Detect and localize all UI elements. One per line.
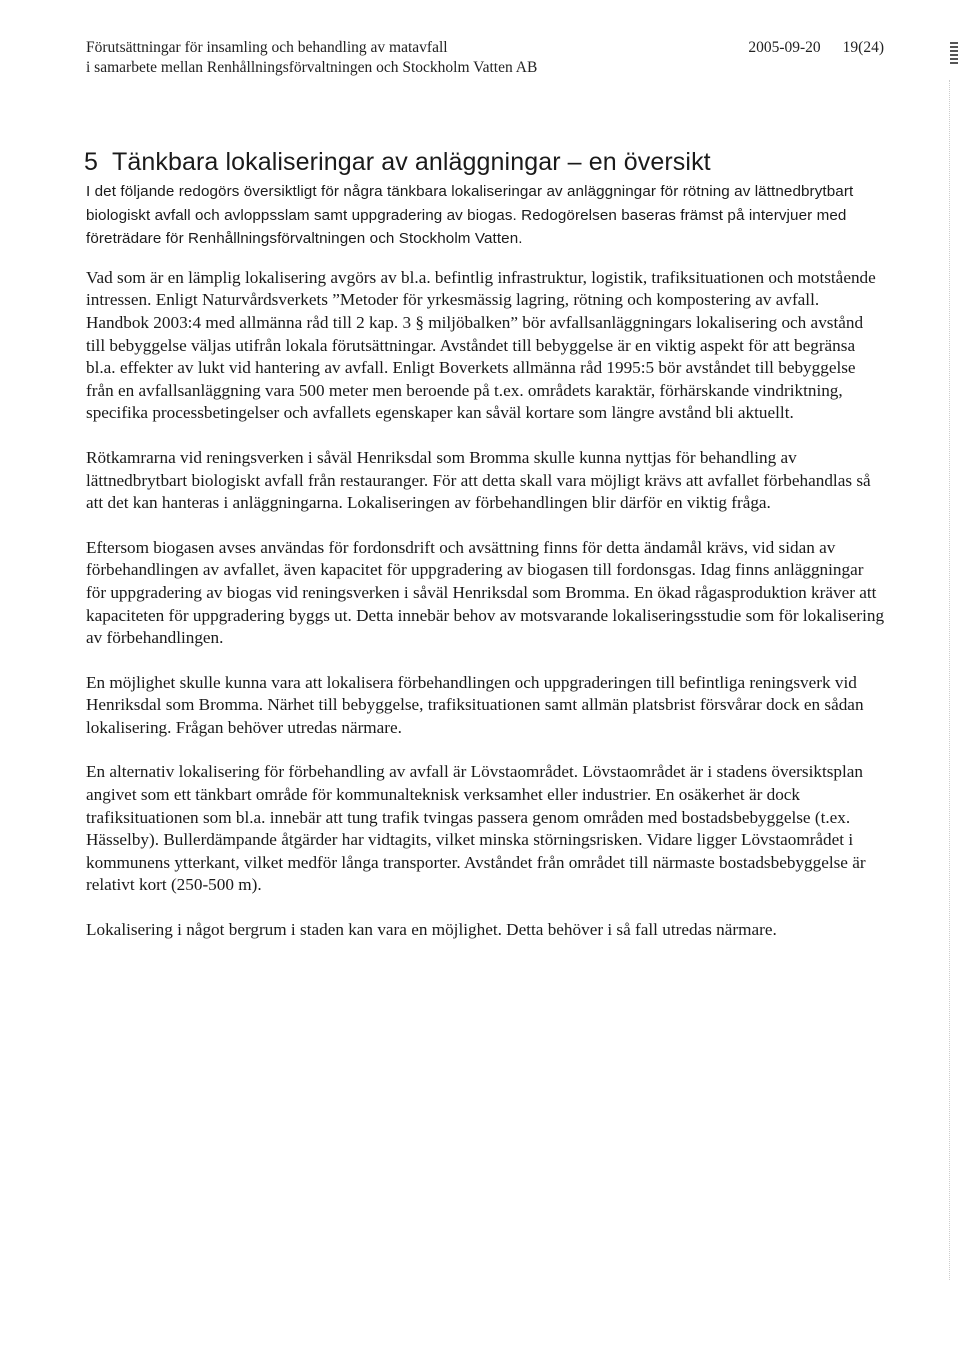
section-number: 5 xyxy=(84,148,99,176)
header-line-2: i samarbete mellan Renhållningsförvaltningen och Stockholm Vatten AB xyxy=(86,59,538,76)
body-paragraph: En möjlighet skulle kunna vara att lokalisera förbehandlingen och uppgraderingen till befintliga reningsverk vid Henriksdal som Bromma. Närhet till bebyggelse, trafiksituationen samt allmän platsbrist försvårar dock en sådan lokalisering. Frågan behöver utredas närmare. xyxy=(86,672,864,737)
body-paragraph: Eftersom biogasen avses användas för fordonsdrift och avsättning finns för detta ändamål krävs, vid sidan av förbehandlingen av avfallet, även kapacitet för uppgradering av biogasen till fordonsgas. Idag finns anläggningar för uppgradering av biogas vid reningsverken i såväl Henriksdal som Bromma. En ökad rågasproduktion kräver att kapaciteten för uppgradering byggs ut. Detta innebär behov av motsvarande lokaliseringsstudie som för lokalisering av förbehandlingen. xyxy=(86,537,885,648)
page-header-title xyxy=(86,38,537,78)
body-paragraph: En alternativ lokalisering för förbehandling av avfall är Lövstaområdet. Lövstaområdet är i stadens översiktsplan angivet som ett tänkbart område för kommunalteknisk verksamhet eller industrier. En osäkerhet är dock trafiksituationen som bl.a. innebär att tung trafik tvingas passera genom områden med bostadsbebyggelse (t.ex. Hässelby). Bullerdämpande åtgärder har vidtagits, vilket minska störningsrisken. Vidare ligger Lövstaområdet i kommunens ytterkant, vilket medför långa transporter. Avståndet från området till närmaste bostadsbebyggelse är relativt kort (250-500 m). xyxy=(86,762,866,895)
header-date: 2005-09-20 xyxy=(748,39,821,56)
section-title: Tänkbara lokaliseringar av anläggningar – en översikt xyxy=(112,148,711,176)
document-body xyxy=(86,180,886,942)
page-header-meta xyxy=(748,38,884,58)
header-line-1: Förutsättningar för insamling och behandling av matavfall xyxy=(86,39,448,56)
body-paragraph: Vad som är en lämplig lokalisering avgörs av bl.a. befintlig infrastruktur, logistik, trafiksituationen och motstående intressen. Enligt Naturvårdsverkets ”Metoder för yrkesmässig lagring, rötning och kompostering av avfall. Handbok 2003:4 med allmänna råd till 2 kap. 3 § miljöbalken” bör avfallsanläggningars lokalisering och avstånd till bebyggelse väljas utifrån lokala förutsättningar. Avståndet till bebyggelse är en viktig aspekt för att begränsa bl.a. effekter av lukt vid hantering av avfall. Enligt Boverkets allmänna råd 1995:5 bör avståndet till bebyggelse från en avfallsanläggning vara 500 meter men beroende på t.ex. områdets karaktär, förhärskande vindriktning, specifika processbetingelser och avfallets egenskaper kan såväl kortare som längre avstånd bli aktuellt. xyxy=(86,267,876,423)
body-paragraph: Lokalisering i något bergrum i staden kan vara en möjlighet. Detta behöver i så fall utredas närmare. xyxy=(86,920,777,940)
scan-edge-mark xyxy=(950,42,958,66)
intro-paragraph: I det följande redogörs översiktligt för några tänkbara lokaliseringar av anläggningar för rötning av lättnedbrytbart biologiskt avfall och avloppsslam samt uppgradering av biogas. Redogörelsen baseras främst på intervjuer med företrädare för Renhållningsförvaltningen och Stockholm Vatten. xyxy=(86,183,854,248)
scan-edge-line xyxy=(948,80,950,1280)
header-page-number: 19(24) xyxy=(842,39,884,56)
body-paragraph: Rötkamrarna vid reningsverken i såväl Henriksdal som Bromma skulle kunna nyttjas för behandling av lättnedbrytbart biologiskt avfall från restauranger. För att detta skall vara möjligt krävs att avfallet förbehandlas så att det kan hanteras i anläggningarna. Lokaliseringen av förbehandlingen blir därför en viktig fråga. xyxy=(86,447,871,513)
section-heading xyxy=(84,148,884,177)
